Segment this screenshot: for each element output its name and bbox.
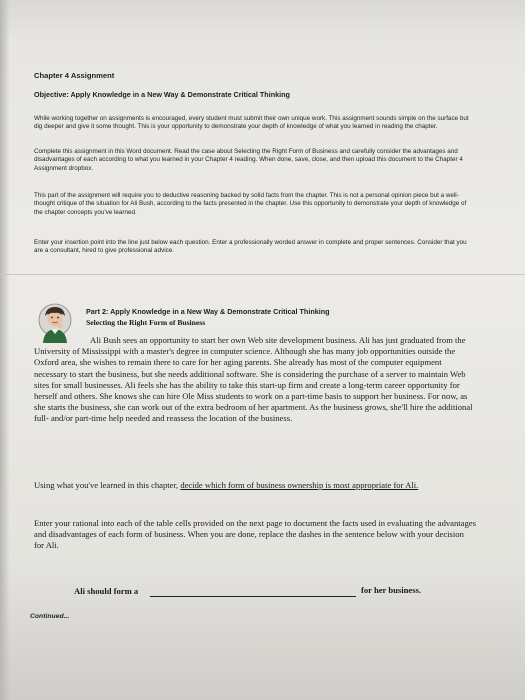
- question-underlined: decide which form of business ownership is most appropriate for Ali.: [180, 480, 419, 490]
- question-prefix: Using what you've learned in this chapter,: [34, 480, 181, 490]
- part2-subheading: Selecting the Right Form of Business: [86, 318, 206, 327]
- instruction-paragraph-4: Enter your insertion point into the line just below each question. Enter a professionally worded answer in complete and proper sentences. Consider that you are a consultant, hired to give professional advice.: [34, 239, 467, 255]
- page-break-divider: [0, 274, 525, 275]
- case-story-text: Ali Bush sees an opportunity to start her own Web site development business. Ali has just graduated from the University of Mississippi with a master's degree in computer science. Although she has many job opportunities outside the Oxford area, she wishes to remain there to care for her aging parents. She already has most of the computer equipment necessary to start the business, but she needs additional software. She is considering the purchase of a server to maintain Web sites for small businesses. Ali feels she has the ability to take this start-up firm and create a long-term career opportunity for herself and others. She knows she can hire Ole Miss students to work on a part-time basis to support her business. For now, as she starts the business, she can work out of the extra bedroom of her apartment. As the business grows, she'll hire the additional full- and/or part-time help needed and reassess the location of the business.: [34, 335, 473, 424]
- decision-sentence-end: for her business.: [361, 585, 422, 595]
- instruction-paragraph-2: Complete this assignment in this Word document. Read the case about Selecting the Right Form of Business and carefully consider the advantages and disadvantages of each according to what you learned in your Chapter 4 reading. When done, save, close, and then upload this document to the Chapter 4 Assignment dropbox.: [34, 148, 463, 172]
- instruction-paragraph-1: While working together on assignments is encouraged, every student must submit their own unique work. This assignment sounds simple on the surface but dig deeper and give it some thought. This is your opportunity to demonstrate your depth of knowledge of what you learned in reading the chapter.: [34, 115, 469, 131]
- ownership-question: [34, 480, 476, 491]
- assignment-title: Chapter 4 Assignment: [34, 71, 115, 80]
- part2-heading: Part 2: Apply Knowledge in a New Way & Demonstrate Critical Thinking: [86, 307, 330, 316]
- continued-note: Continued...: [30, 613, 70, 620]
- decision-answer-blank[interactable]: [150, 596, 356, 597]
- decision-sentence-start: Ali should form a: [74, 586, 139, 596]
- case-story: [34, 335, 476, 425]
- instruction-paragraph-3: This part of the assignment will require you to deductive reasoning backed by solid facts from the chapter. This is not a personal opinion piece but a well-thought critique of the situation for Ali Bush, according to the facts presented in the chapter. Use this opportunity to demonstrate your depth of knowledge of the chapter concepts you've learned.: [34, 192, 467, 216]
- page-shadow: [0, 0, 10, 700]
- table-instruction: Enter your rational into each of the table cells provided on the next page to document the facts used in evaluating the advantages and disadvantages of each form of business. When you are done, replace the dashes in the sentence below with your decision for Ali.: [34, 518, 476, 551]
- objective-heading: Objective: Apply Knowledge in a New Way & Demonstrate Critical Thinking: [34, 90, 290, 99]
